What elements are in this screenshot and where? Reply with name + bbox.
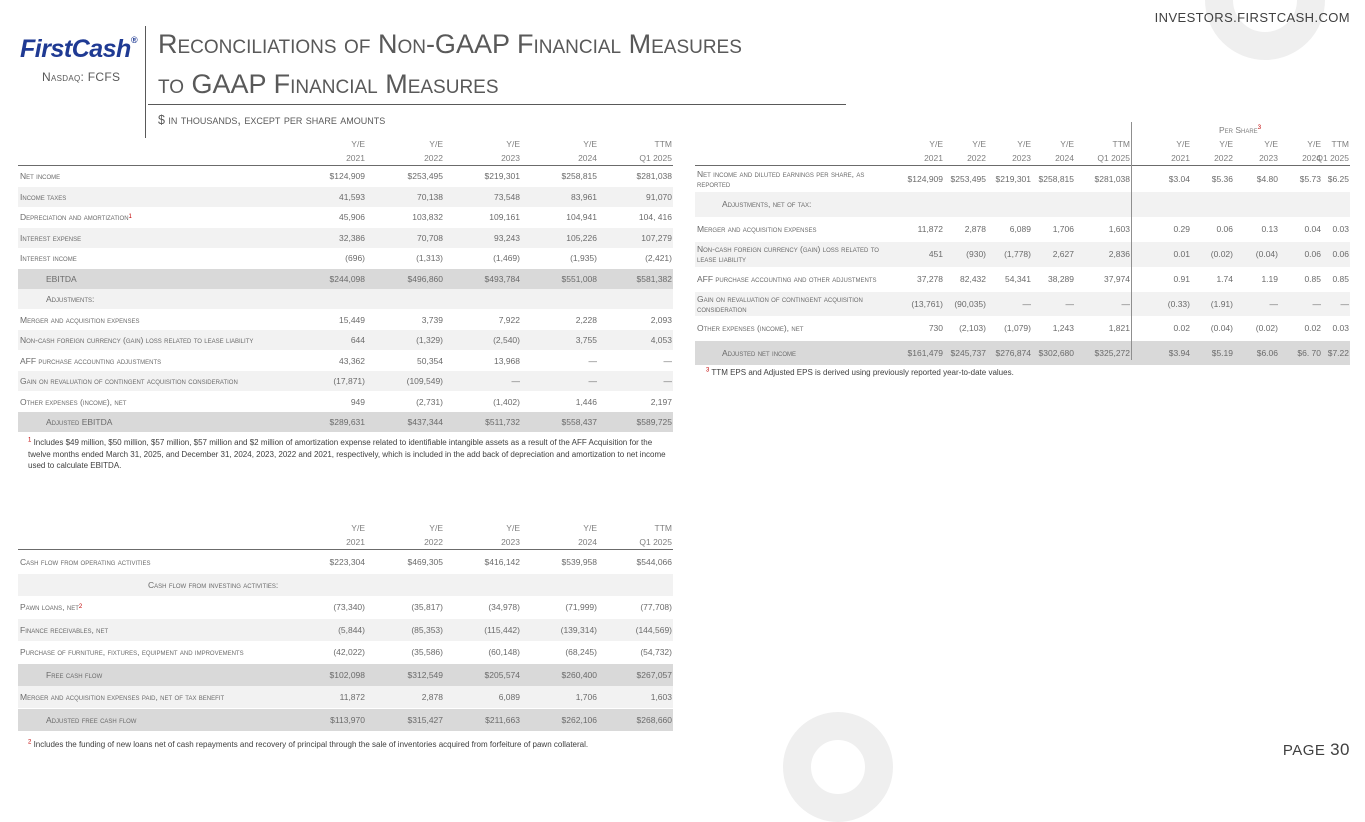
- table-row: [18, 351, 673, 371]
- row-label: Cash flow from investing activities:: [148, 579, 279, 590]
- row-value: 1,706: [575, 692, 597, 702]
- units-subtitle: $ in thousands, except per share amounts: [158, 113, 386, 127]
- table-row: [18, 310, 673, 330]
- header-rule: [18, 549, 673, 550]
- row-value: (2,731): [416, 396, 443, 407]
- row-label: Gain on revaluation of contingent acquisition consideration: [20, 376, 238, 386]
- row-value: 37,974: [1104, 274, 1130, 284]
- row-value: $244,098: [329, 273, 365, 284]
- row-value: $416,142: [484, 557, 520, 567]
- row-value: 7,922: [498, 314, 520, 325]
- row-value: —: [511, 376, 520, 386]
- row-value: $6.06: [1256, 347, 1278, 358]
- column-header: TTM Q1 2025: [639, 139, 672, 163]
- row-value: 1,706: [1052, 224, 1074, 234]
- row-value: $258,815: [1038, 173, 1074, 184]
- column-header: Y/E 2024: [578, 139, 597, 163]
- row-label: Other expenses (income), net: [20, 396, 127, 407]
- row-value: $589,725: [636, 417, 672, 427]
- row-value: 1,603: [650, 692, 672, 702]
- row-value: [1289, 192, 1349, 217]
- row-value: $7.22: [1327, 347, 1349, 358]
- row-value: (17,871): [333, 376, 365, 386]
- row-value: —: [1269, 298, 1278, 309]
- row-value: 0.01: [1173, 249, 1190, 259]
- row-value: $268,660: [636, 714, 672, 725]
- row-value: 0.03: [1332, 224, 1349, 234]
- row-label: Depreciation and amortization 1: [20, 212, 132, 222]
- row-value: 0.29: [1173, 224, 1190, 234]
- column-header: Y/E 2022: [967, 139, 986, 163]
- row-value: [383, 574, 443, 596]
- row-value: $539,958: [561, 557, 597, 567]
- row-value: —: [663, 355, 672, 366]
- row-label: Non-cash foreign currency (gain) loss related to lease liability: [20, 335, 254, 345]
- row-value: (35,817): [411, 602, 443, 612]
- row-value: (1,778): [1004, 249, 1031, 259]
- row-value: 4,053: [650, 335, 672, 345]
- table-row: [18, 392, 673, 412]
- row-value: $3.04: [1168, 173, 1190, 184]
- row-value: 54,341: [1005, 274, 1031, 284]
- row-value: $262,106: [561, 714, 597, 725]
- row-value: $551,008: [561, 273, 597, 284]
- row-value: (144,569): [635, 624, 672, 635]
- row-value: 91,070: [646, 191, 672, 202]
- column-header: Y/E 2021: [924, 139, 943, 163]
- table-row: [695, 341, 1350, 365]
- row-value: $267,057: [636, 669, 672, 680]
- row-value: (90,035): [954, 298, 986, 309]
- row-value: [305, 574, 365, 596]
- row-value: 37,278: [917, 274, 943, 284]
- table-row: [695, 192, 1350, 217]
- table-row: [18, 187, 673, 207]
- row-value: 2,228: [575, 314, 597, 325]
- row-value: [537, 289, 597, 309]
- row-label: Merger and acquisition expenses paid, net of tax benefit: [20, 692, 225, 702]
- row-value: 43,362: [339, 355, 365, 366]
- per-share-header: Per Share$^3$: [1218, 124, 1262, 135]
- row-value: 644: [350, 335, 365, 345]
- row-value: 1,821: [1108, 323, 1130, 333]
- row-value: (0.04): [1255, 249, 1278, 259]
- row-value: $281,038: [1094, 173, 1130, 184]
- row-value: 0.06: [1304, 249, 1321, 259]
- row-value: 6,089: [1009, 224, 1031, 234]
- table-row: [695, 267, 1350, 291]
- row-value: 0.04: [1304, 224, 1321, 234]
- row-value: 103,832: [412, 212, 443, 222]
- row-value: 32,386: [339, 232, 365, 243]
- row-value: $219,301: [995, 173, 1031, 184]
- row-value: (2,540): [493, 335, 520, 345]
- investor-website[interactable]: INVESTORS.FIRSTCASH.COM: [1154, 10, 1350, 25]
- title-underline: [148, 104, 846, 105]
- row-label: Purchase of furniture, fixtures, equipment and improvements: [20, 647, 244, 657]
- firstcash-logo: FirstCash®: [20, 35, 137, 63]
- row-value: 83,961: [571, 191, 597, 202]
- column-header: Y/E 2023: [1012, 139, 1031, 163]
- row-value: $5.73: [1299, 173, 1321, 184]
- row-value: [383, 289, 443, 309]
- column-header: Y/E 2022: [424, 523, 443, 547]
- row-value: (109,549): [406, 376, 443, 386]
- row-value: $6.25: [1327, 173, 1349, 184]
- row-value: (68,245): [565, 647, 597, 657]
- row-value: 70,138: [417, 191, 443, 202]
- table-row: [18, 166, 673, 186]
- row-value: 1.19: [1261, 274, 1278, 284]
- row-value: (35,586): [411, 647, 443, 657]
- row-value: 73,548: [494, 191, 520, 202]
- row-value: (0.02): [1255, 323, 1278, 333]
- row-value: $312,549: [407, 669, 443, 680]
- table-row: [18, 619, 673, 641]
- table-row: [695, 316, 1350, 340]
- row-value: $253,495: [407, 171, 443, 181]
- column-header: Y/E 2023: [501, 139, 520, 163]
- row-value: (2,103): [959, 323, 986, 333]
- table-row: [18, 371, 673, 391]
- row-value: $325,272: [1094, 347, 1130, 358]
- row-value: (73,340): [333, 602, 365, 612]
- row-value: $5.36: [1211, 173, 1233, 184]
- row-label: EBITDA: [46, 273, 77, 284]
- row-value: —: [1340, 298, 1349, 309]
- row-label: Income taxes: [20, 191, 67, 202]
- row-value: 41,593: [339, 191, 365, 202]
- table-row: [695, 292, 1350, 316]
- row-value: 0.13: [1261, 224, 1278, 234]
- row-value: [612, 574, 672, 596]
- row-value: $302,680: [1038, 347, 1074, 358]
- header-divider: [145, 26, 146, 138]
- row-value: 2,093: [650, 314, 672, 325]
- column-header: Y/E 2023: [501, 523, 520, 547]
- row-value: 104,941: [566, 212, 597, 222]
- row-label: Other expenses (income), net: [697, 323, 804, 333]
- row-value: $223,304: [329, 557, 365, 567]
- eps-footnote: $^3$ TTM EPS and Adjusted EPS is derived using previously reported year-to-date values.: [706, 367, 1014, 377]
- row-label: Cash flow from operating activities: [20, 557, 151, 567]
- row-value: $102,098: [329, 669, 365, 680]
- row-value: [460, 574, 520, 596]
- row-value: (1.91): [1210, 298, 1233, 309]
- row-value: $113,970: [330, 714, 365, 725]
- row-value: 2,836: [1108, 249, 1130, 259]
- row-value: $211,663: [485, 714, 520, 725]
- row-value: 2,627: [1052, 249, 1074, 259]
- row-value: (930): [966, 249, 986, 259]
- row-value: —: [1312, 298, 1321, 309]
- ebitda-footnote: $^1$ Includes $49 million, $50 million, $57 million, $57 million and $2 million of amortization expense related to identifiable intangible assets as a result of the AFF Acquisition for the twelve months ended March 31, 2025, and December 31, 2024, 2023, 2022 and 2021, respectively, which is included in the add back of depreciation and amortization to net income used to calculate EBITDA.: [28, 437, 666, 470]
- table-row: [18, 248, 673, 268]
- row-value: 104, 416: [638, 212, 672, 222]
- row-value: 730: [928, 323, 943, 333]
- row-value: (85,353): [411, 624, 443, 635]
- row-value: 45,906: [339, 212, 365, 222]
- row-label: Adjusted EBITDA: [46, 417, 113, 427]
- row-value: —: [588, 355, 597, 366]
- row-value: [305, 289, 365, 309]
- column-header: Y/E 2021: [346, 523, 365, 547]
- row-value: (71,999): [565, 602, 597, 612]
- row-value: $544,066: [636, 557, 672, 567]
- row-value: 105,226: [566, 232, 597, 243]
- table-row: [18, 709, 673, 731]
- table-row: [18, 641, 673, 663]
- row-value: 0.02: [1173, 323, 1190, 333]
- row-value: (1,329): [416, 335, 443, 345]
- row-value: $276,874: [995, 347, 1031, 358]
- row-label: Adjustments, net of tax:: [722, 199, 812, 209]
- row-label: Pawn loans, net 2: [20, 602, 83, 612]
- row-value: 1.74: [1216, 274, 1233, 284]
- row-value: (5,844): [338, 624, 365, 635]
- row-label: Adjusted free cash flow: [46, 714, 137, 725]
- row-value: 2,878: [421, 692, 443, 702]
- table-row: [18, 574, 673, 596]
- table-row: [18, 289, 673, 309]
- page-title: [158, 24, 742, 104]
- row-value: (0.02): [1210, 249, 1233, 259]
- column-header: TTM Q1 2025: [639, 523, 672, 547]
- row-label: Gain on revaluation of contingent acquisition consideration: [697, 293, 863, 314]
- table-row: [18, 228, 673, 248]
- decorative-ring-bottom: [783, 712, 893, 822]
- decorative-ring-top: [1205, 0, 1325, 60]
- row-value: $315,427: [407, 714, 443, 725]
- row-value: 1,603: [1108, 224, 1130, 234]
- page-title-line-2: to GAAP Financial Measures: [158, 69, 499, 99]
- table-row: [18, 596, 673, 618]
- row-value: (1,079): [1004, 323, 1031, 333]
- row-value: $511,732: [485, 417, 520, 427]
- row-value: (696): [345, 253, 365, 263]
- row-value: (0.04): [1210, 323, 1233, 333]
- row-value: $581,382: [636, 273, 672, 284]
- row-value: 0.85: [1332, 274, 1349, 284]
- row-value: 0.91: [1173, 274, 1190, 284]
- row-value: 11,872: [917, 224, 943, 234]
- row-value: —: [1121, 298, 1130, 309]
- row-value: 38,289: [1048, 274, 1074, 284]
- row-value: $496,860: [407, 273, 443, 284]
- column-header: TTM Q1 2025: [1097, 139, 1130, 163]
- row-label: Merger and acquisition expenses: [20, 314, 140, 325]
- row-value: 0.02: [1304, 323, 1321, 333]
- table-row: [18, 664, 673, 686]
- row-value: —: [1065, 298, 1074, 309]
- table-row: [18, 686, 673, 708]
- row-value: (139,314): [560, 624, 597, 635]
- table-row: [18, 551, 673, 573]
- row-value: $161,479: [907, 347, 943, 358]
- row-value: 11,872: [339, 692, 365, 702]
- row-value: 0.06: [1216, 224, 1233, 234]
- row-value: 949: [350, 396, 365, 407]
- row-value: (60,148): [488, 647, 520, 657]
- row-value: 451: [928, 249, 943, 259]
- row-value: 0.03: [1332, 323, 1349, 333]
- column-header: Y/E 2023: [1259, 139, 1278, 163]
- row-value: —: [663, 376, 672, 386]
- row-value: 1,243: [1052, 323, 1074, 333]
- row-value: —: [1022, 298, 1031, 309]
- row-value: (13,761): [911, 298, 943, 309]
- row-value: (34,978): [488, 602, 520, 612]
- row-value: 107,279: [641, 232, 672, 243]
- row-value: (2,421): [645, 253, 672, 263]
- per-share-divider: [1131, 122, 1132, 360]
- column-header: Y/E 2022: [1214, 139, 1233, 163]
- row-value: (115,442): [484, 624, 520, 635]
- row-value: $5.19: [1211, 347, 1233, 358]
- row-value: $437,344: [407, 417, 443, 427]
- row-value: $253,495: [950, 173, 986, 184]
- row-label: Merger and acquisition expenses: [697, 224, 817, 234]
- table-row: [18, 412, 673, 432]
- row-value: —: [588, 376, 597, 386]
- row-label: AFF purchase accounting adjustments: [20, 355, 162, 366]
- row-value: [612, 289, 672, 309]
- table-row: [18, 207, 673, 227]
- row-value: $289,631: [329, 417, 365, 427]
- row-value: 82,432: [960, 274, 986, 284]
- row-value: $124,909: [329, 171, 365, 181]
- row-value: (0.33): [1167, 298, 1190, 309]
- table-row: [18, 330, 673, 350]
- row-label: Free cash flow: [46, 669, 103, 680]
- row-label: Adjustments:: [46, 294, 95, 304]
- row-label: Interest income: [20, 253, 77, 263]
- row-value: 3,755: [575, 335, 597, 345]
- row-value: (1,935): [570, 253, 597, 263]
- fcf-footnote: $^2$ Includes the funding of new loans net of cash repayments and recovery of principal through the sale of inventories acquired from forfeiture of pawn collateral.: [28, 739, 589, 749]
- row-value: $3.94: [1168, 347, 1190, 358]
- row-value: 3,739: [421, 314, 443, 325]
- row-value: $205,574: [484, 669, 520, 680]
- row-value: [1070, 192, 1130, 217]
- row-value: (1,469): [493, 253, 520, 263]
- row-value: $4.80: [1256, 173, 1278, 184]
- row-value: 109,161: [489, 212, 520, 222]
- row-label: Adjusted net income: [722, 347, 797, 358]
- row-value: 50,354: [417, 355, 443, 366]
- row-value: (42,022): [333, 647, 365, 657]
- row-value: [460, 289, 520, 309]
- table-row: [695, 217, 1350, 241]
- row-value: $469,305: [407, 557, 443, 567]
- row-value: [1014, 192, 1074, 217]
- row-label: Net income and diluted earnings per share, as reported: [697, 168, 865, 189]
- row-value: $124,909: [907, 173, 943, 184]
- row-value: [537, 574, 597, 596]
- row-value: 70,708: [417, 232, 443, 243]
- row-value: 13,968: [494, 355, 520, 366]
- table-row: [695, 242, 1350, 267]
- row-value: $281,038: [636, 171, 672, 181]
- column-header: Y/E 2021: [346, 139, 365, 163]
- row-value: 1,446: [575, 396, 597, 407]
- column-header: Y/E 2022: [424, 139, 443, 163]
- row-label: AFF purchase accounting and other adjustments: [697, 274, 877, 284]
- row-value: 15,449: [339, 314, 365, 325]
- page-title-line-1: Reconciliations of Non-GAAP Financial Measures: [158, 29, 742, 59]
- table-row: [695, 166, 1350, 191]
- row-value: 2,878: [964, 224, 986, 234]
- row-value: $493,784: [484, 273, 520, 284]
- row-value: $245,737: [950, 347, 986, 358]
- row-value: 93,243: [494, 232, 520, 243]
- exchange-ticker: Nasdaq: FCFS: [42, 70, 121, 84]
- row-value: 0.85: [1304, 274, 1321, 284]
- column-header: Y/E 2024: [1055, 139, 1074, 163]
- column-header: TTM Q1 2025: [1316, 139, 1349, 163]
- table-row: [18, 269, 673, 289]
- row-value: 0.06: [1332, 249, 1349, 259]
- row-value: $260,400: [561, 669, 597, 680]
- row-value: (77,708): [640, 602, 672, 612]
- row-value: $258,815: [561, 171, 597, 181]
- row-value: 2,197: [650, 396, 672, 407]
- row-value: $6. 70: [1297, 347, 1321, 358]
- column-header: Y/E 2024: [1302, 139, 1321, 163]
- row-label: Interest expense: [20, 232, 82, 243]
- row-value: (1,313): [416, 253, 443, 263]
- row-value: 6,089: [498, 692, 520, 702]
- row-value: (1,402): [493, 396, 520, 407]
- row-value: (54,732): [640, 647, 672, 657]
- row-value: $219,301: [484, 171, 520, 181]
- page-number: PAGE 30: [1282, 740, 1350, 759]
- row-label: Net income: [20, 171, 61, 181]
- column-header: Y/E 2024: [578, 523, 597, 547]
- column-header: Y/E 2021: [1171, 139, 1190, 163]
- row-value: $558,437: [561, 417, 597, 427]
- row-label: Non-cash foreign currency (gain) loss related to lease liability: [697, 244, 879, 264]
- row-label: Finance receivables, net: [20, 624, 109, 635]
